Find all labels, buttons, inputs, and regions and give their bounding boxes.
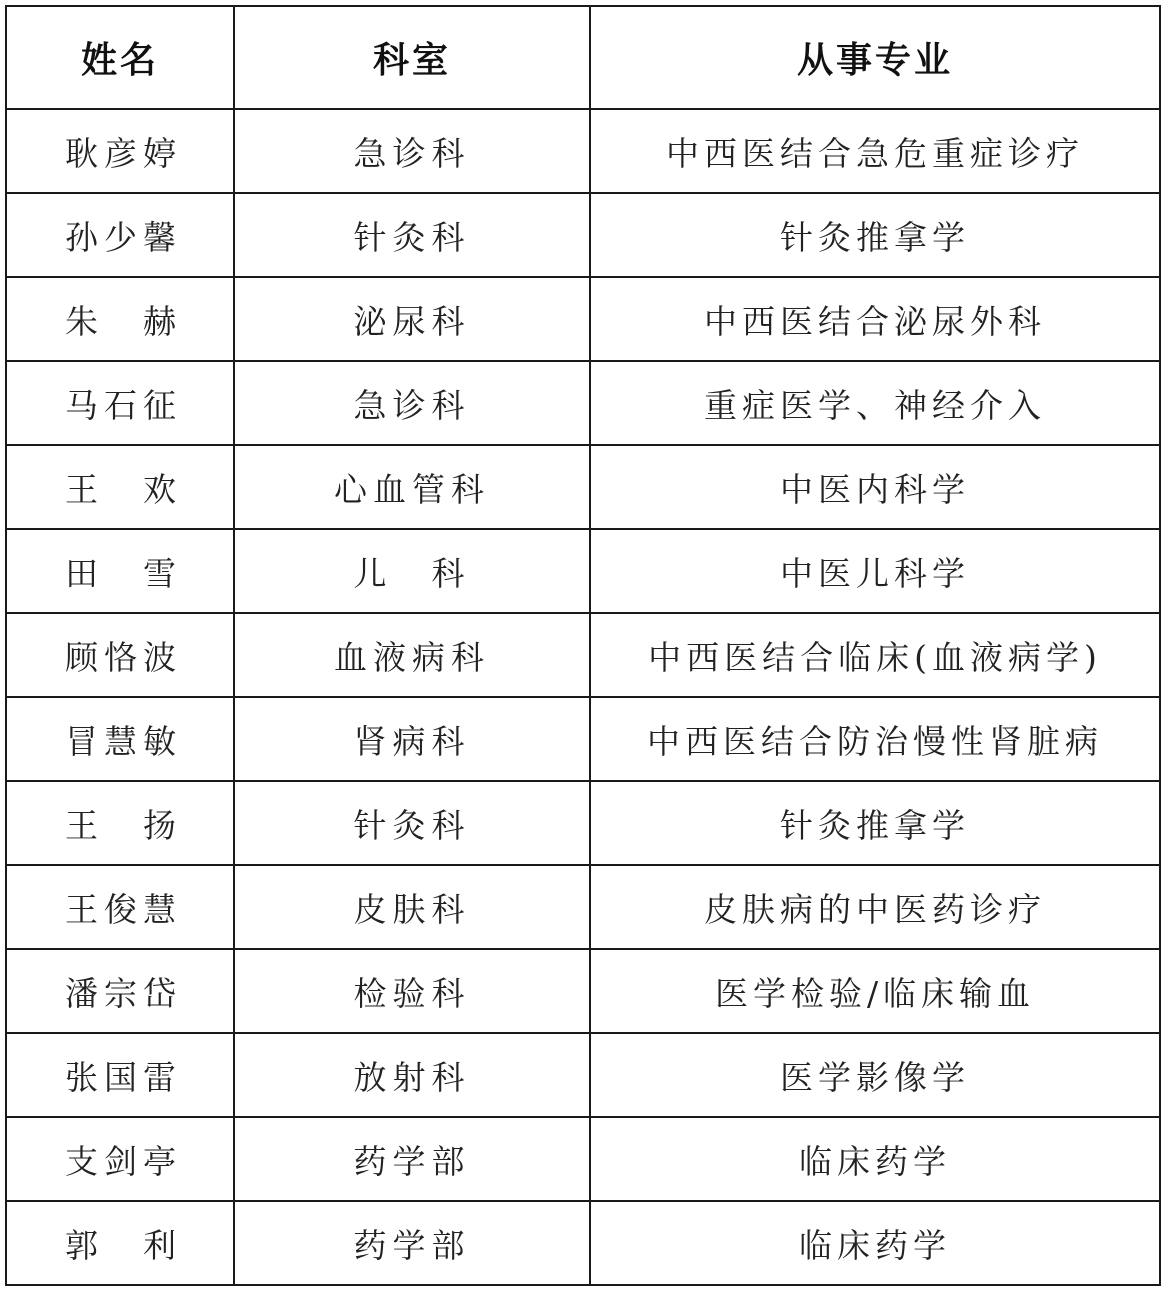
cell-specialty: 中医儿科学 xyxy=(590,529,1160,613)
cell-name-text: 郭 利 xyxy=(65,1225,182,1265)
table-header-row xyxy=(6,6,1160,109)
table-row xyxy=(6,1201,1160,1285)
cell-specialty: 针灸推拿学 xyxy=(590,193,1160,277)
cell-specialty: 皮肤病的中医药诊疗 xyxy=(590,865,1160,949)
cell-department: 血液病科 xyxy=(234,613,590,697)
cell-specialty: 医学影像学 xyxy=(590,1033,1160,1117)
table-row xyxy=(6,865,1160,949)
cell-name-text: 王 扬 xyxy=(65,805,182,845)
cell-name xyxy=(6,949,234,1033)
cell-department: 针灸科 xyxy=(234,193,590,277)
table-row xyxy=(6,949,1160,1033)
cell-name xyxy=(6,1117,234,1201)
table-row xyxy=(6,613,1160,697)
cell-department: 泌尿科 xyxy=(234,277,590,361)
cell-name-text: 顾恪波 xyxy=(65,637,182,677)
cell-specialty: 中西医结合急危重症诊疗 xyxy=(590,109,1160,193)
cell-department: 急诊科 xyxy=(234,109,590,193)
cell-name-text: 张国雷 xyxy=(65,1057,182,1097)
table-row xyxy=(6,109,1160,193)
cell-name xyxy=(6,781,234,865)
cell-department: 针灸科 xyxy=(234,781,590,865)
cell-name xyxy=(6,1201,234,1285)
cell-name-text: 马石征 xyxy=(65,385,182,425)
header-name: 姓名 xyxy=(6,6,234,109)
cell-name xyxy=(6,1033,234,1117)
cell-name xyxy=(6,277,234,361)
cell-specialty: 针灸推拿学 xyxy=(590,781,1160,865)
cell-specialty: 中西医结合防治慢性肾脏病 xyxy=(590,697,1160,781)
cell-specialty: 临床药学 xyxy=(590,1201,1160,1285)
cell-specialty: 中医内科学 xyxy=(590,445,1160,529)
cell-department: 药学部 xyxy=(234,1117,590,1201)
table-row xyxy=(6,697,1160,781)
table-row xyxy=(6,193,1160,277)
cell-name-text: 支剑亭 xyxy=(65,1141,182,1181)
cell-department: 儿 科 xyxy=(234,529,590,613)
cell-department: 肾病科 xyxy=(234,697,590,781)
cell-department: 检验科 xyxy=(234,949,590,1033)
cell-department: 药学部 xyxy=(234,1201,590,1285)
table-row xyxy=(6,445,1160,529)
header-specialty: 从事专业 xyxy=(590,6,1160,109)
table-row xyxy=(6,1117,1160,1201)
cell-department: 皮肤科 xyxy=(234,865,590,949)
cell-name xyxy=(6,193,234,277)
table-row xyxy=(6,277,1160,361)
cell-name-text: 田 雪 xyxy=(65,553,182,593)
cell-name-text: 冒慧敏 xyxy=(65,721,182,761)
cell-name-text: 潘宗岱 xyxy=(65,973,182,1013)
cell-name xyxy=(6,109,234,193)
cell-department: 心血管科 xyxy=(234,445,590,529)
cell-specialty: 中西医结合泌尿外科 xyxy=(590,277,1160,361)
cell-name xyxy=(6,361,234,445)
cell-department: 放射科 xyxy=(234,1033,590,1117)
cell-name-text: 王 欢 xyxy=(65,469,182,509)
cell-name xyxy=(6,865,234,949)
cell-specialty: 重症医学、神经介入 xyxy=(590,361,1160,445)
cell-name xyxy=(6,613,234,697)
cell-name-text: 孙少馨 xyxy=(65,217,182,257)
table-row xyxy=(6,1033,1160,1117)
cell-name xyxy=(6,697,234,781)
cell-specialty: 医学检验/临床输血 xyxy=(590,949,1160,1033)
table-row xyxy=(6,361,1160,445)
header-department: 科室 xyxy=(234,6,590,109)
cell-name-text: 王俊慧 xyxy=(65,889,182,929)
cell-name xyxy=(6,529,234,613)
cell-specialty: 临床药学 xyxy=(590,1117,1160,1201)
table-row xyxy=(6,781,1160,865)
staff-specialty-table xyxy=(5,5,1161,1286)
staff-table-container xyxy=(5,5,1159,1284)
cell-department: 急诊科 xyxy=(234,361,590,445)
table-row xyxy=(6,529,1160,613)
cell-name-text: 耿彦婷 xyxy=(65,133,182,173)
cell-name xyxy=(6,445,234,529)
cell-specialty: 中西医结合临床(血液病学) xyxy=(590,613,1160,697)
cell-name-text: 朱 赫 xyxy=(65,301,182,341)
